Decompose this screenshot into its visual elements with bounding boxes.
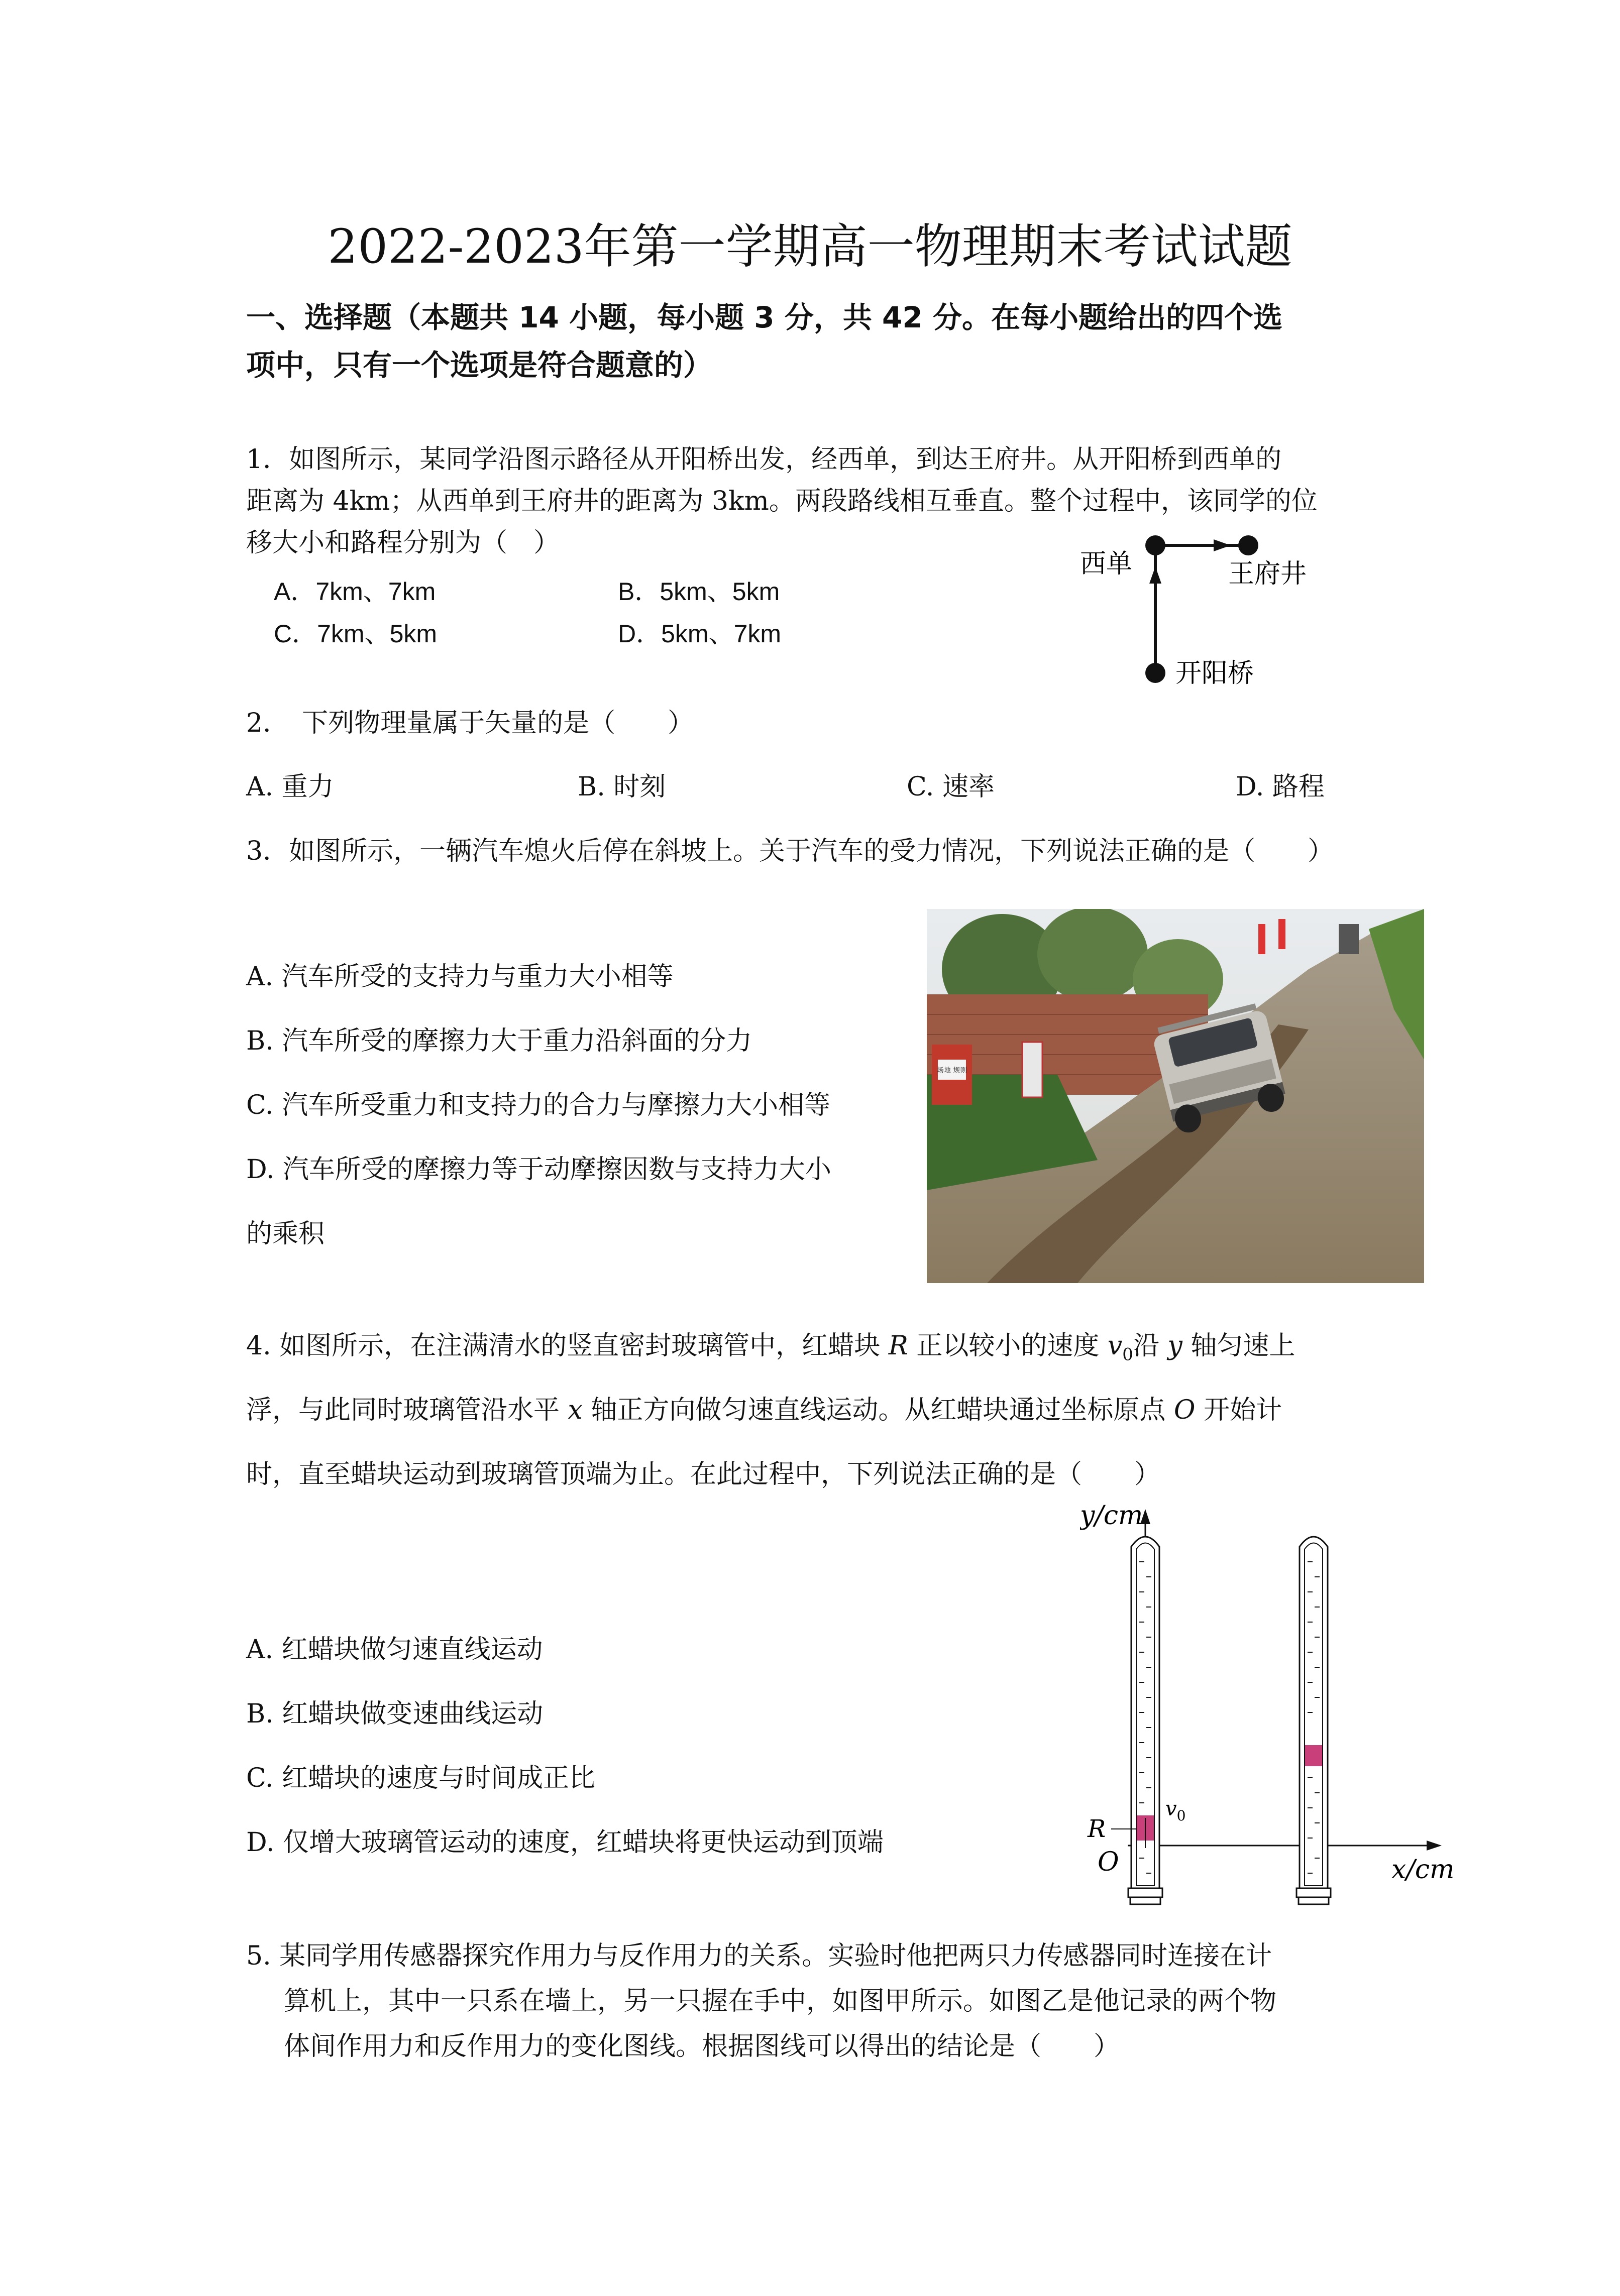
q1-option-c: C．7km、5km bbox=[274, 620, 438, 648]
glass-tube-left bbox=[1128, 1537, 1162, 1904]
q1-line2: 距离为 4km；从西单到王府井的距离为 3km。两段路线相互垂直。整个过程中，该同学的位 bbox=[246, 486, 1318, 516]
q1-line3: 移大小和路程分别为（ ） bbox=[246, 528, 560, 558]
q4-line1-text-b: 正以较小的速度 bbox=[908, 1331, 1108, 1361]
glass-tube-right bbox=[1297, 1537, 1331, 1904]
q4-line2 bbox=[246, 1390, 1282, 1430]
q1-route-diagram bbox=[1065, 522, 1346, 698]
kaiyangqiao-point bbox=[1145, 663, 1165, 683]
q5-line2: 算机上，其中一只系在墙上，另一只握在手中，如图甲所示。如图乙是他记录的两个物 bbox=[284, 1986, 1277, 2016]
q1-option-a: A．7km、7km bbox=[274, 578, 436, 606]
q4-symbol-R: R bbox=[888, 1331, 908, 1361]
wangfujing-label: 王府井 bbox=[1228, 559, 1307, 589]
q3-option-a: A. 汽车所受的支持力与重力大小相等 bbox=[246, 962, 674, 992]
red-wax-block-right bbox=[1305, 1745, 1322, 1766]
q4-line1-text-d: 轴匀速上 bbox=[1182, 1331, 1295, 1361]
q4-line1-text-c: 沿 bbox=[1133, 1331, 1168, 1361]
q4-line1-text-a: 4. 如图所示，在注满清水的竖直密封玻璃管中，红蜡块 bbox=[246, 1331, 889, 1361]
q2-option-b: B. 时刻 bbox=[578, 772, 666, 802]
arrow-right-icon bbox=[1214, 539, 1231, 551]
q4-symbol-y: y bbox=[1167, 1331, 1182, 1361]
q1-option-b: B．5km、5km bbox=[618, 578, 780, 606]
q4-tube-diagram bbox=[1080, 1502, 1472, 1918]
q4-symbol-v-sub: 0 bbox=[1122, 1344, 1133, 1365]
q4-symbol-O: O bbox=[1173, 1395, 1196, 1425]
q4-option-a: A. 红蜡块做匀速直线运动 bbox=[246, 1635, 543, 1665]
photo-sign-text: 场地 规则 bbox=[936, 1067, 967, 1075]
q4-option-d: D. 仅增大玻璃管运动的速度，红蜡块将更快运动到顶端 bbox=[246, 1827, 884, 1858]
xidan-point bbox=[1145, 535, 1165, 555]
velocity-label bbox=[1165, 1797, 1185, 1824]
q2-option-c: C. 速率 bbox=[907, 772, 995, 802]
velocity-label-sub: 0 bbox=[1176, 1807, 1186, 1824]
xidan-label: 西单 bbox=[1080, 549, 1133, 579]
q5-line1: 5. 某同学用传感器探究作用力与反作用力的关系。实验时他把两只力传感器同时连接在计 bbox=[246, 1941, 1272, 1971]
origin-label-O: O bbox=[1098, 1847, 1119, 1877]
q2-option-a: A. 重力 bbox=[246, 772, 334, 802]
q1-option-d: D．5km、7km bbox=[618, 620, 782, 648]
q5-line3: 体间作用力和反作用力的变化图线。根据图线可以得出的结论是（ ） bbox=[284, 2031, 1120, 2061]
q4-option-c: C. 红蜡块的速度与时间成正比 bbox=[246, 1763, 595, 1793]
page-title: 2022-2023年第一学期高一物理期末考试试题 bbox=[328, 219, 1292, 274]
section-heading-line1: 一、选择题（本题共 14 小题，每小题 3 分，共 42 分。在每小题给出的四个选 bbox=[246, 300, 1282, 334]
x-axis-label: x/cm bbox=[1391, 1855, 1455, 1885]
q4-line2-text-c: 开始计 bbox=[1195, 1395, 1282, 1425]
car-on-slope-photo bbox=[927, 909, 1424, 1283]
q4-option-b: B. 红蜡块做变速曲线运动 bbox=[246, 1699, 544, 1729]
q3-option-c: C. 汽车所受重力和支持力的合力与摩擦力大小相等 bbox=[246, 1090, 830, 1120]
wangfujing-point bbox=[1238, 535, 1258, 555]
y-axis-label: y/cm bbox=[1080, 1502, 1143, 1531]
velocity-label-v: v bbox=[1165, 1797, 1177, 1820]
q4-line2-text-b: 轴正方向做匀速直线运动。从红蜡块通过坐标原点 bbox=[582, 1395, 1174, 1425]
q4-line2-text-a: 浮，与此同时玻璃管沿水平 bbox=[246, 1395, 568, 1425]
q2-option-d: D. 路程 bbox=[1236, 772, 1325, 802]
kaiyangqiao-label: 开阳桥 bbox=[1175, 658, 1254, 688]
q1-line1: 1．如图所示，某同学沿图示路径从开阳桥出发，经西单，到达王府井。从开阳桥到西单的 bbox=[246, 444, 1282, 475]
q3-option-d: D. 汽车所受的摩擦力等于动摩擦因数与支持力大小 bbox=[246, 1155, 831, 1185]
q4-symbol-x: x bbox=[568, 1395, 583, 1425]
wax-block-label-R: R bbox=[1088, 1815, 1106, 1843]
x-axis-arrow-icon bbox=[1427, 1841, 1442, 1851]
q3-stem: 3．如图所示，一辆汽车熄火后停在斜坡上。关于汽车的受力情况，下列说法正确的是（ ） bbox=[246, 836, 1334, 866]
q4-line1 bbox=[246, 1326, 1295, 1374]
q3-option-b: B. 汽车所受的摩擦力大于重力沿斜面的分力 bbox=[246, 1026, 752, 1056]
section-heading-line2: 项中，只有一个选项是符合题意的） bbox=[246, 348, 713, 382]
q4-symbol-v: v bbox=[1107, 1331, 1123, 1361]
q2-stem: 2． 下列物理量属于矢量的是（ ） bbox=[246, 708, 694, 738]
q3-option-d-continued: 的乘积 bbox=[246, 1219, 325, 1249]
arrow-up-icon bbox=[1149, 566, 1161, 584]
q4-line3: 时，直至蜡块运动到玻璃管顶端为止。在此过程中，下列说法正确的是（ ） bbox=[246, 1459, 1161, 1489]
